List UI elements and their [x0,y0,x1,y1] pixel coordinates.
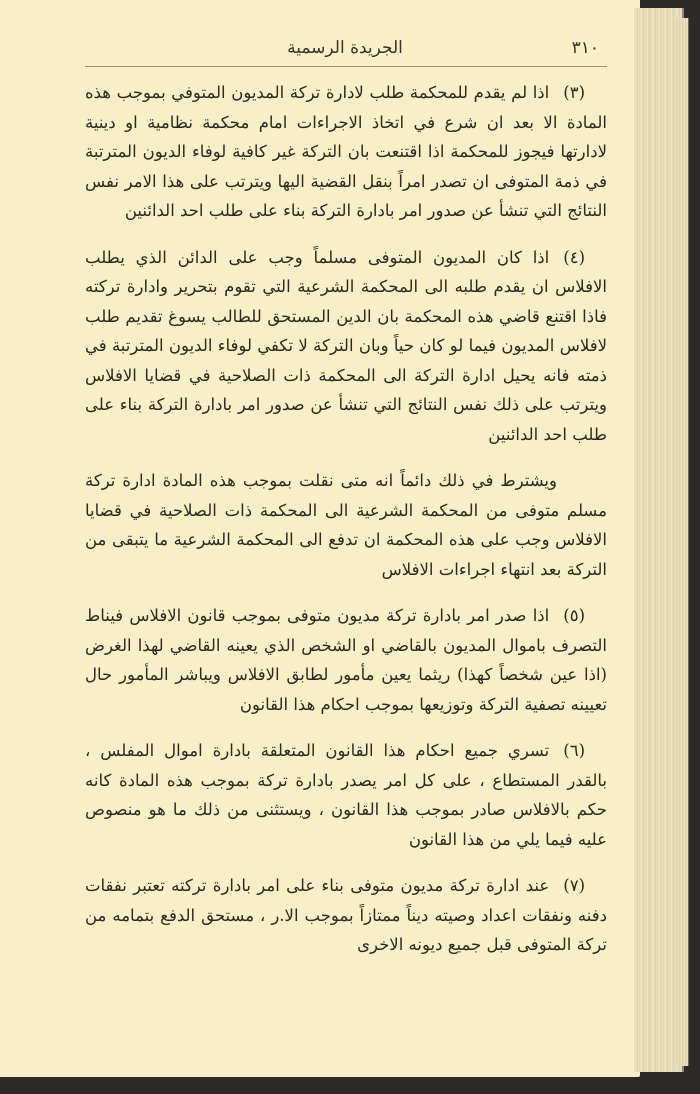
page-number: ٣١٠ [571,38,599,58]
running-title: الجريدة الرسمية [287,38,403,58]
paragraph-text: اذا صدر امر بادارة تركة مديون متوفى بموجب قانون الافلاس فيناط التصرف باموال المديون بالقاضي او الشخص الذي يعينه القاضي لهذا الغرض (اذا عين شخصاً كهذا) ريثما يعين مأمور لطابق الافلاس ويباشر المأمور حال تعيينه تصفية التركة وتوزيعها بموجب احكام هذا القانون [85,606,607,714]
clause-label: (٦) [563,741,585,760]
paragraph-6 [85,736,607,854]
paragraph-7 [85,871,607,960]
clause-label: (٥) [563,606,585,625]
paragraph-text: عند ادارة تركة مديون متوفى بناء على امر بادارة تركته تعتبر نفقات دفنه ونفقات اعداد وصيته ديناً ممتازاً بموجب الا.ر ، مستحق الدفع بتمامه من تركة المتوفى قبل جميع ديونه الاخرى [85,876,607,954]
clause-label: (٧) [563,876,585,895]
paragraph-3 [85,78,607,226]
paragraph-5 [85,601,607,719]
paragraph-4 [85,243,607,450]
paragraph-text: اذا لم يقدم للمحكمة طلب لادارة تركة المديون المتوفي بموجب هذه المادة الا بعد ان شرع في اتخاذ الاجراءات امام محكمة نظامية او دينية لادارتها فيجوز للمحكمة اذا اقتنعت بان التركة غير كافية لوفاء الديون المترتبة في ذمة المتوفى ان تصدر امراً بنقل القضية اليها ويترتب على هذا الامر نفس النتائج التي تنشأ عن صدور امر بادارة التركة بناء على طلب احد الدائنين [85,83,607,220]
page-header [85,38,605,62]
paragraph-text: ويشترط في ذلك دائماً انه متى نقلت بموجب هذه المادة ادارة تركة مسلم متوفى من المحكمة الشرعية الى المحكمة ذات الصلاحية في قضايا الافلاس وجب على هذه المحكمة ان تدفع الى المحكمة الشرعية ما يتبقى من التركة بعد انتهاء اجراءات الافلاس [85,471,607,579]
clause-label: (٣) [563,83,585,102]
clause-label: (٤) [563,247,585,267]
page-edges-back [674,18,689,1066]
page-body [85,78,607,977]
paragraph-proviso [85,466,607,584]
paragraph-text: اذا كان المديون المتوفى مسلماً وجب على الدائن الذي يطلب الافلاس ان يقدم طلبه الى المحكمة الشرعية التي تقوم بتحرير وادارة تركته فاذا اقتنع قاضي هذه المحكمة بان الدين المستحق للطالب يسوغ تقديم طلب لافلاس المديون فيما لو كان حياً وبان التركة لا تكفي لوفاء الديون المترتبة في ذمته فانه يحيل ادارة التركة الى المحكمة ذات الصلاحية في قضايا الافلاس ويترتب على ذلك نفس النتائج التي تنشأ عن صدور امر بادارة التركة بناء على طلب احد الدائنين [85,247,607,444]
paragraph-text: تسري جميع احكام هذا القانون المتعلقة بادارة اموال المفلس ، بالقدر المستطاع ، على كل امر يصدر بادارة تركة بموجب هذه المادة كانه حكم بالافلاس صادر بموجب هذا القانون ، ويستثنى من ذلك ما هو منصوص عليه فيما يلي من هذا القانون [85,741,607,849]
header-rule [85,66,607,67]
